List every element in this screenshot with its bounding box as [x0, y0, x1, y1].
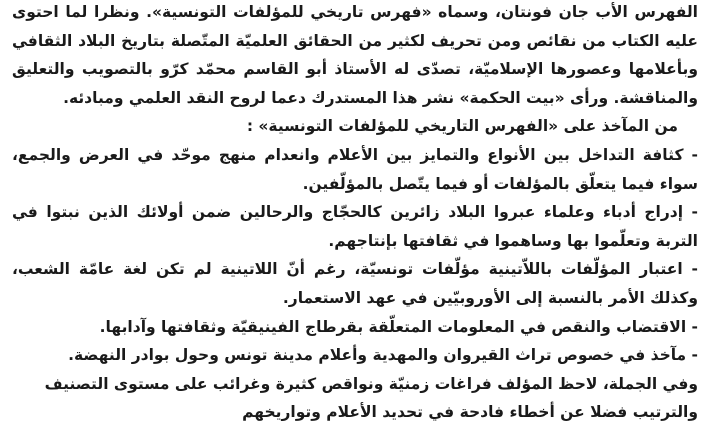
critiques-list	[12, 141, 698, 370]
list-item: - إدراج أدباء وعلماء عبروا البلاد زائرين كالحجّاج والرحالين ضمن أولائك الذين نبتوا في التربة وتعلّموا بها وساهموا في ثقافتها بإنتاجهم.	[12, 203, 698, 250]
document-body	[12, 0, 698, 427]
list-item: - كثافة التداخل بين الأنواع والتمايز بين الأعلام وانعدام منهج موحّد في العرض والجمع، سواء فيما يتعلّق بالمؤلفات أو فيما يتّصل بالمؤلّفين.	[12, 145, 698, 193]
paragraph-cut-off-line: والترتيب فضلا عن أخطاء فادحة في تحديد الأعلام وتواريخهم	[242, 403, 698, 422]
critiques-heading: من المآخذ على «الفهرس التاريخي للمؤلفات التونسية» :	[246, 117, 678, 136]
paragraph-intro-text: الفهرس الأب جان فونتان، وسماه «فهرس تاريخي للمؤلفات التونسية». ونظرا لما احتوى عليه الكتاب من نقائص ومن تحريف لكثير من الحقائق العلميّة المتّصلة بتاريخ البلاد الثقافي وبأعلامها وعصورها الإسلاميّة، تصدّى له الأستاذ أبو القاسم محمّد كرّو بالتصويب والتعليق والمناقشة. ورأى «بيت الحكمة» نشر هذا المستدرك دعما لروح النقد العلمي ومبادئه.	[12, 3, 698, 107]
list-item: - اعتبار المؤلّفات باللاّتينية مؤلّفات تونسيّة، رغم أنّ اللاتينية لم تكن لغة عامّة الشعب، وكذلك الأمر بالنسبة إلى الأوروبيّين في عهد الاستعمار.	[12, 260, 698, 307]
list-item: - مآخذ في خصوص تراث القيروان والمهدية وأعلام مدينة تونس وحول بوادر النهضة.	[68, 346, 698, 365]
list-item: - الاقتضاب والنقص في المعلومات المتعلّقة بقرطاج الفينيقيّة وثقافتها وآدابها.	[99, 317, 698, 336]
paragraph-conclusion: وفي الجملة، لاحظ المؤلف فراغات زمنيّة ونواقص كثيرة وغرائب على مستوى التصنيف	[44, 374, 698, 393]
